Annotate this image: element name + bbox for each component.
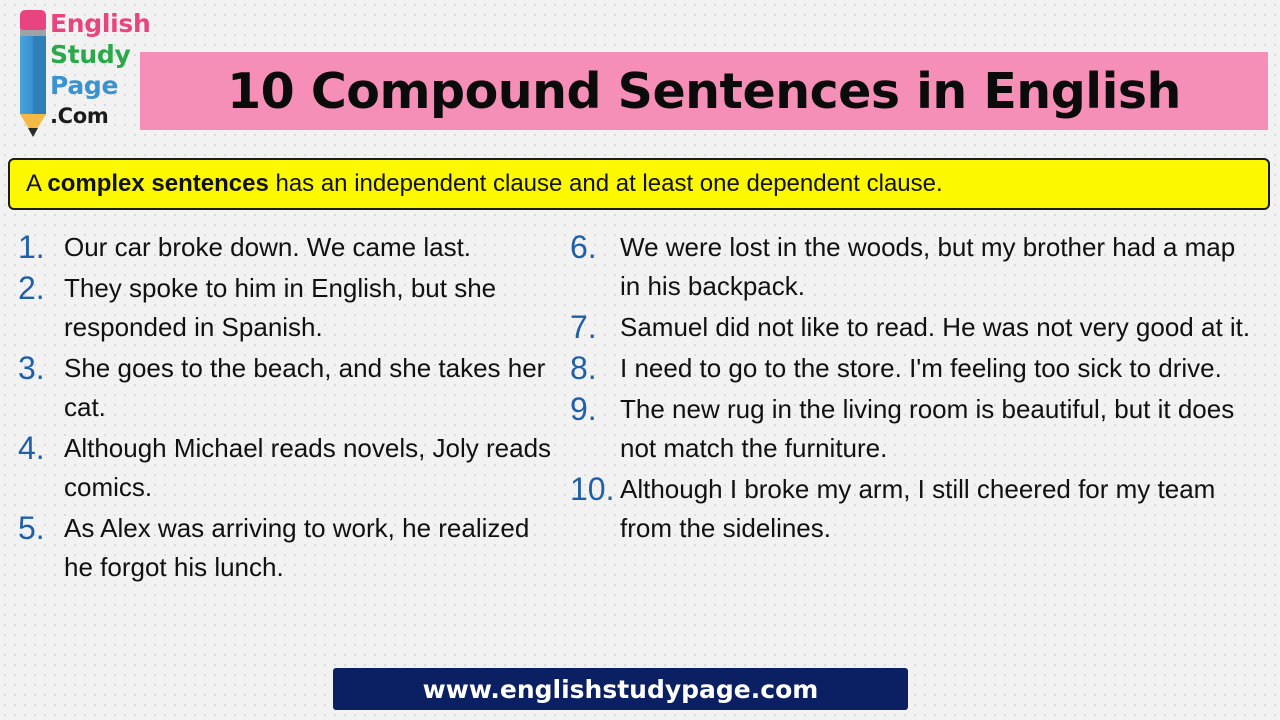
list-item-number: 4. [18, 430, 45, 466]
list-item [570, 308, 1260, 347]
list-item-number: 2. [18, 270, 45, 306]
sentence-column-right [560, 228, 1260, 589]
list-item-text: Although I broke my arm, I still cheered for my team from the sidelines. [620, 474, 1216, 543]
logo-wordmark [50, 8, 151, 132]
pencil-icon [20, 10, 46, 138]
list-item-number: 8. [570, 350, 597, 386]
definition-prefix: A [26, 170, 48, 197]
definition-text [10, 170, 943, 198]
list-item-text: The new rug in the living room is beautiful, but it does not match the furniture. [620, 394, 1235, 463]
footer-url-bar[interactable] [333, 668, 908, 710]
list-item-number: 7. [570, 309, 597, 345]
title-banner [140, 52, 1268, 130]
list-item-number: 3. [18, 350, 45, 386]
logo-line-english: English [50, 9, 151, 38]
list-item [18, 269, 560, 347]
list-item-text: They spoke to him in English, but she responded in Spanish. [64, 273, 497, 342]
definition-callout [8, 158, 1270, 210]
list-item-number: 9. [570, 391, 597, 427]
list-item [18, 349, 560, 427]
pencil-body-part [20, 36, 46, 114]
list-item-text: Samuel did not like to read. He was not very good at it. [620, 312, 1251, 342]
list-item-text: I need to go to the store. I'm feeling too sick to drive. [620, 353, 1222, 383]
list-item-number: 5. [18, 510, 45, 546]
logo-line-study: Study [50, 40, 131, 69]
list-item [570, 228, 1260, 306]
list-item-text: As Alex was arriving to work, he realized he forgot his lunch. [64, 513, 530, 582]
list-item [570, 390, 1260, 468]
list-item [570, 349, 1260, 388]
list-item-number: 10. [570, 471, 615, 507]
list-item-text: Our car broke down. We came last. [64, 232, 472, 262]
footer-url-text: www.englishstudypage.com [422, 674, 819, 704]
page-title: 10 Compound Sentences in English [227, 62, 1181, 120]
list-item [18, 509, 560, 587]
sentence-columns [0, 228, 1280, 589]
list-item [570, 470, 1260, 548]
list-item-number: 6. [570, 229, 597, 265]
list-item-text: Although Michael reads novels, Joly reads comics. [64, 433, 552, 502]
list-item-text: She goes to the beach, and she takes her cat. [64, 353, 546, 422]
definition-bold-term: complex sentences [47, 170, 269, 197]
list-item-text: We were lost in the woods, but my brother had a map in his backpack. [620, 232, 1236, 301]
site-logo [6, 4, 151, 140]
pencil-lead-part [28, 128, 38, 137]
list-item [18, 228, 560, 267]
definition-suffix: has an independent clause and at least one dependent clause. [268, 170, 943, 197]
list-item-number: 1. [18, 229, 45, 265]
sentence-column-left [0, 228, 560, 589]
list-item [18, 429, 560, 507]
logo-line-com: .Com [50, 104, 109, 128]
pencil-eraser-part [20, 10, 46, 30]
logo-line-page: Page [50, 71, 119, 100]
